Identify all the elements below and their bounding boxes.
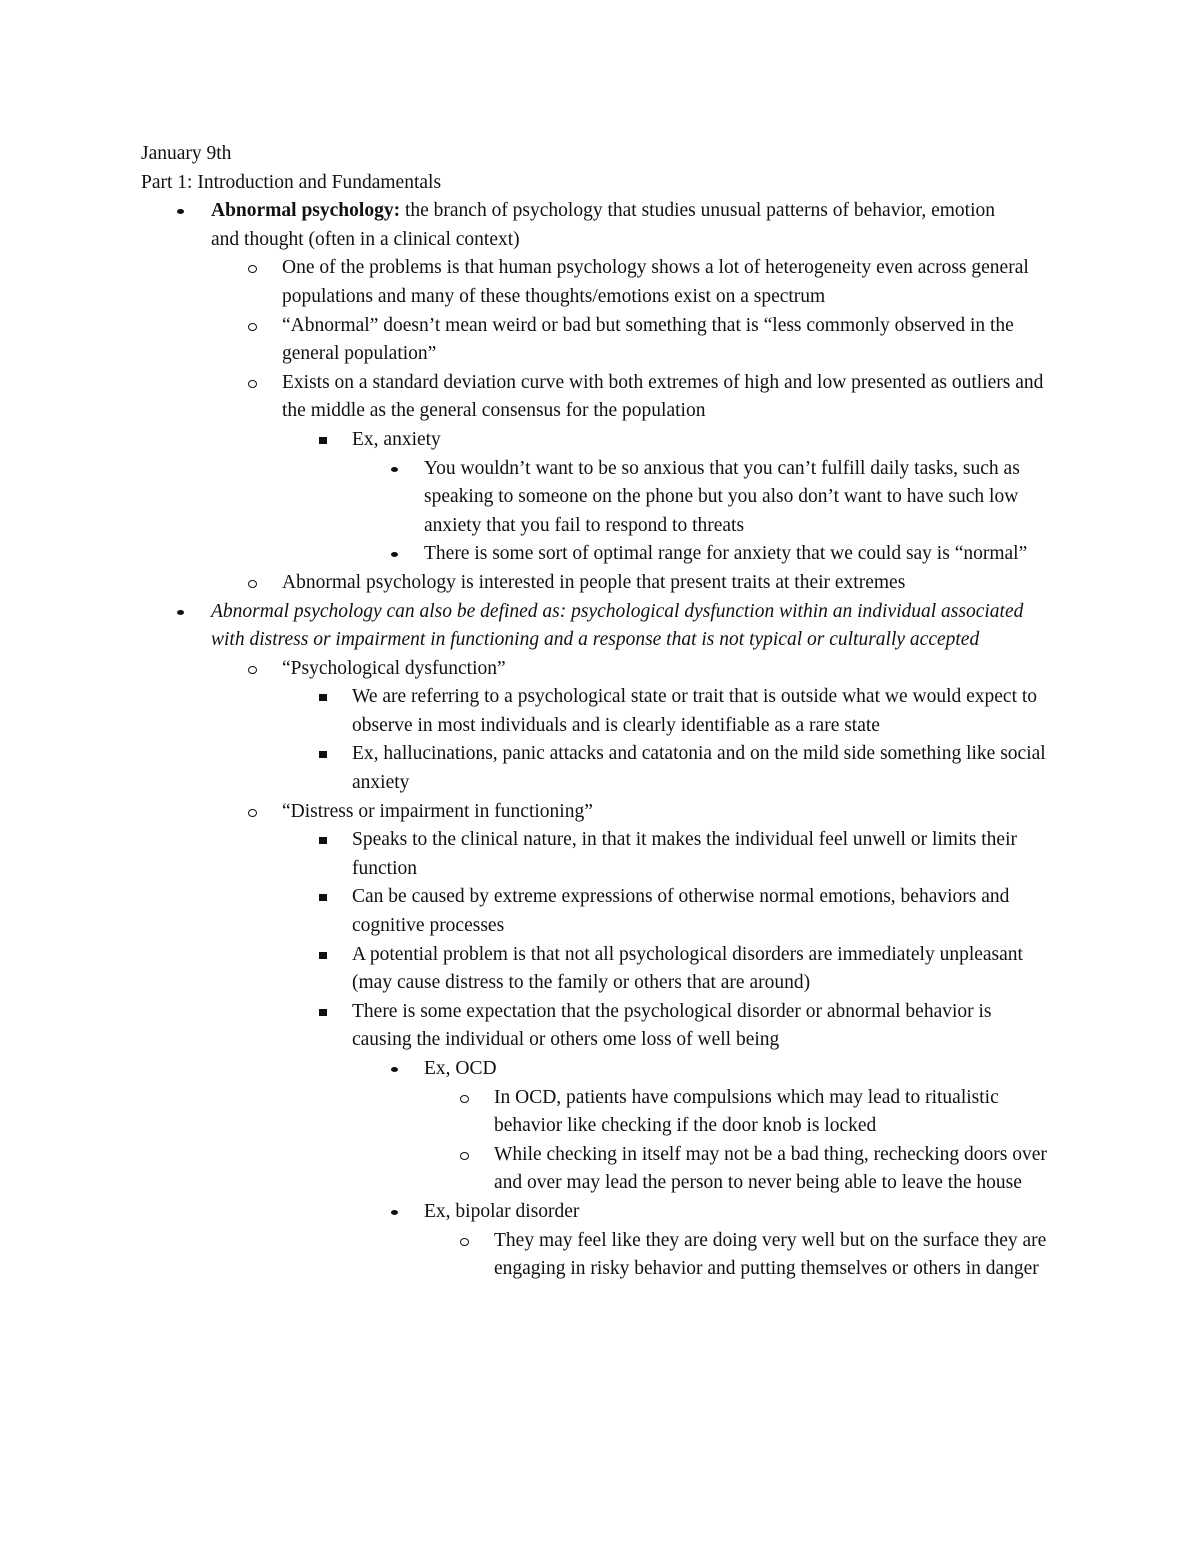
list-item bbox=[141, 540, 1074, 569]
list-item-text: Ex, hallucinations, panic attacks and catatonia and on the mild side something like social anxiety bbox=[352, 743, 1046, 794]
list-item-text: Speaks to the clinical nature, in that it makes the individual feel unwell or limits their function bbox=[352, 829, 1017, 879]
square-bullet-icon bbox=[317, 426, 329, 455]
square-bullet-icon bbox=[317, 683, 329, 712]
disc-bullet-icon bbox=[389, 540, 401, 569]
list-item-text: There is some sort of optimal range for anxiety that we could say is “normal” bbox=[424, 543, 1028, 565]
circle-bullet-icon bbox=[247, 655, 259, 684]
circle-bullet-icon bbox=[247, 312, 259, 341]
list-item-text: “Abnormal” doesn’t mean weird or bad but something that is “less commonly observed in the general population” bbox=[282, 314, 1014, 365]
list-item bbox=[141, 998, 1052, 1055]
list-item bbox=[141, 1227, 1064, 1284]
disc-bullet-icon bbox=[175, 598, 187, 627]
list-item-text: Exists on a standard deviation curve with both extremes of high and low presented as outliers and the middle as the general consensus for the population bbox=[282, 371, 1044, 422]
square-bullet-icon bbox=[317, 998, 329, 1027]
notes-list bbox=[141, 197, 1200, 1284]
list-item-text: We are referring to a psychological state or trait that is outside what we would expect to observe in most individuals and is clearly identifiable as a rare state bbox=[352, 686, 1038, 736]
list-item bbox=[141, 369, 1072, 426]
list-item-text: Abnormal psychology is interested in people that present traits at their extremes bbox=[282, 571, 906, 593]
list-item bbox=[141, 426, 1052, 455]
term-label: Abnormal psychology: bbox=[211, 200, 401, 222]
circle-bullet-icon bbox=[459, 1141, 471, 1170]
circle-bullet-icon bbox=[247, 569, 259, 598]
list-item bbox=[141, 683, 1052, 740]
list-item bbox=[141, 455, 1074, 541]
list-item-text: In OCD, patients have compulsions which may lead to ritualistic behavior like checking if the door knob is locked bbox=[494, 1086, 999, 1137]
list-item bbox=[141, 740, 1052, 797]
list-item-text: Ex, anxiety bbox=[352, 428, 441, 450]
date-heading: January 9th bbox=[141, 143, 232, 164]
circle-bullet-icon bbox=[459, 1227, 471, 1256]
list-item-text: They may feel like they are doing very well but on the surface they are engaging in risky behavior and putting themselves or others in danger bbox=[494, 1229, 1047, 1280]
list-item-text: Ex, OCD bbox=[424, 1058, 497, 1079]
square-bullet-icon bbox=[317, 740, 329, 769]
list-item bbox=[141, 598, 1026, 655]
list-item bbox=[141, 254, 1072, 311]
list-item-text: While checking in itself may not be a bad thing, rechecking doors over and over may lead the person to never being able to leave the house bbox=[494, 1143, 1047, 1194]
circle-bullet-icon bbox=[459, 1084, 471, 1113]
list-item bbox=[141, 312, 1072, 369]
square-bullet-icon bbox=[317, 941, 329, 970]
square-bullet-icon bbox=[317, 826, 329, 855]
list-item bbox=[141, 1084, 1064, 1141]
list-item bbox=[141, 1141, 1064, 1198]
list-item-text: There is some expectation that the psychological disorder or abnormal behavior is causing the individual or others ome loss of well being bbox=[352, 1000, 992, 1051]
list-item bbox=[141, 826, 1052, 883]
circle-bullet-icon bbox=[247, 369, 259, 398]
list-item-text: A potential problem is that not all psychological disorders are immediately unpleasant (may cause distress to the family or others that are around) bbox=[352, 943, 1023, 994]
list-item bbox=[141, 941, 1052, 998]
disc-bullet-icon bbox=[175, 197, 187, 226]
list-item-text: Abnormal psychology can also be defined as: psychological dysfunction within an individual associated with distress or impairment in functioning and a response that is not typical or culturally accepted bbox=[211, 600, 1024, 651]
list-item-text: Can be caused by extreme expressions of otherwise normal emotions, behaviors and cognitive processes bbox=[352, 886, 1010, 937]
list-item-text: “Distress or impairment in functioning” bbox=[282, 800, 593, 822]
circle-bullet-icon bbox=[247, 798, 259, 827]
list-item bbox=[141, 655, 1072, 684]
square-bullet-icon bbox=[317, 883, 329, 912]
list-item-text: You wouldn’t want to be so anxious that you can’t fulfill daily tasks, such as speaking to someone on the phone but you also don’t want to have such low anxiety that you fail to respond to threats bbox=[424, 457, 1020, 536]
disc-bullet-icon bbox=[389, 1198, 401, 1227]
part-title: Part 1: Introduction and Fundamentals bbox=[141, 171, 442, 193]
list-item-text: the branch of psychology that studies unusual patterns of behavior, emotion and thought (often in a clinical context) bbox=[211, 200, 995, 250]
list-item bbox=[141, 197, 1026, 254]
list-item bbox=[141, 798, 1072, 827]
list-item bbox=[141, 569, 1072, 598]
list-item bbox=[141, 883, 1052, 940]
list-item-text: Ex, bipolar disorder bbox=[424, 1200, 580, 1222]
list-item bbox=[141, 1055, 1074, 1084]
disc-bullet-icon bbox=[389, 455, 401, 484]
list-item-text: One of the problems is that human psychology shows a lot of heterogeneity even across general populations and many of these thoughts/emotions exist on a spectrum bbox=[282, 257, 1029, 307]
circle-bullet-icon bbox=[247, 254, 259, 283]
list-item-text: “Psychological dysfunction” bbox=[282, 657, 506, 679]
disc-bullet-icon bbox=[389, 1055, 401, 1084]
list-item bbox=[141, 1198, 1074, 1227]
